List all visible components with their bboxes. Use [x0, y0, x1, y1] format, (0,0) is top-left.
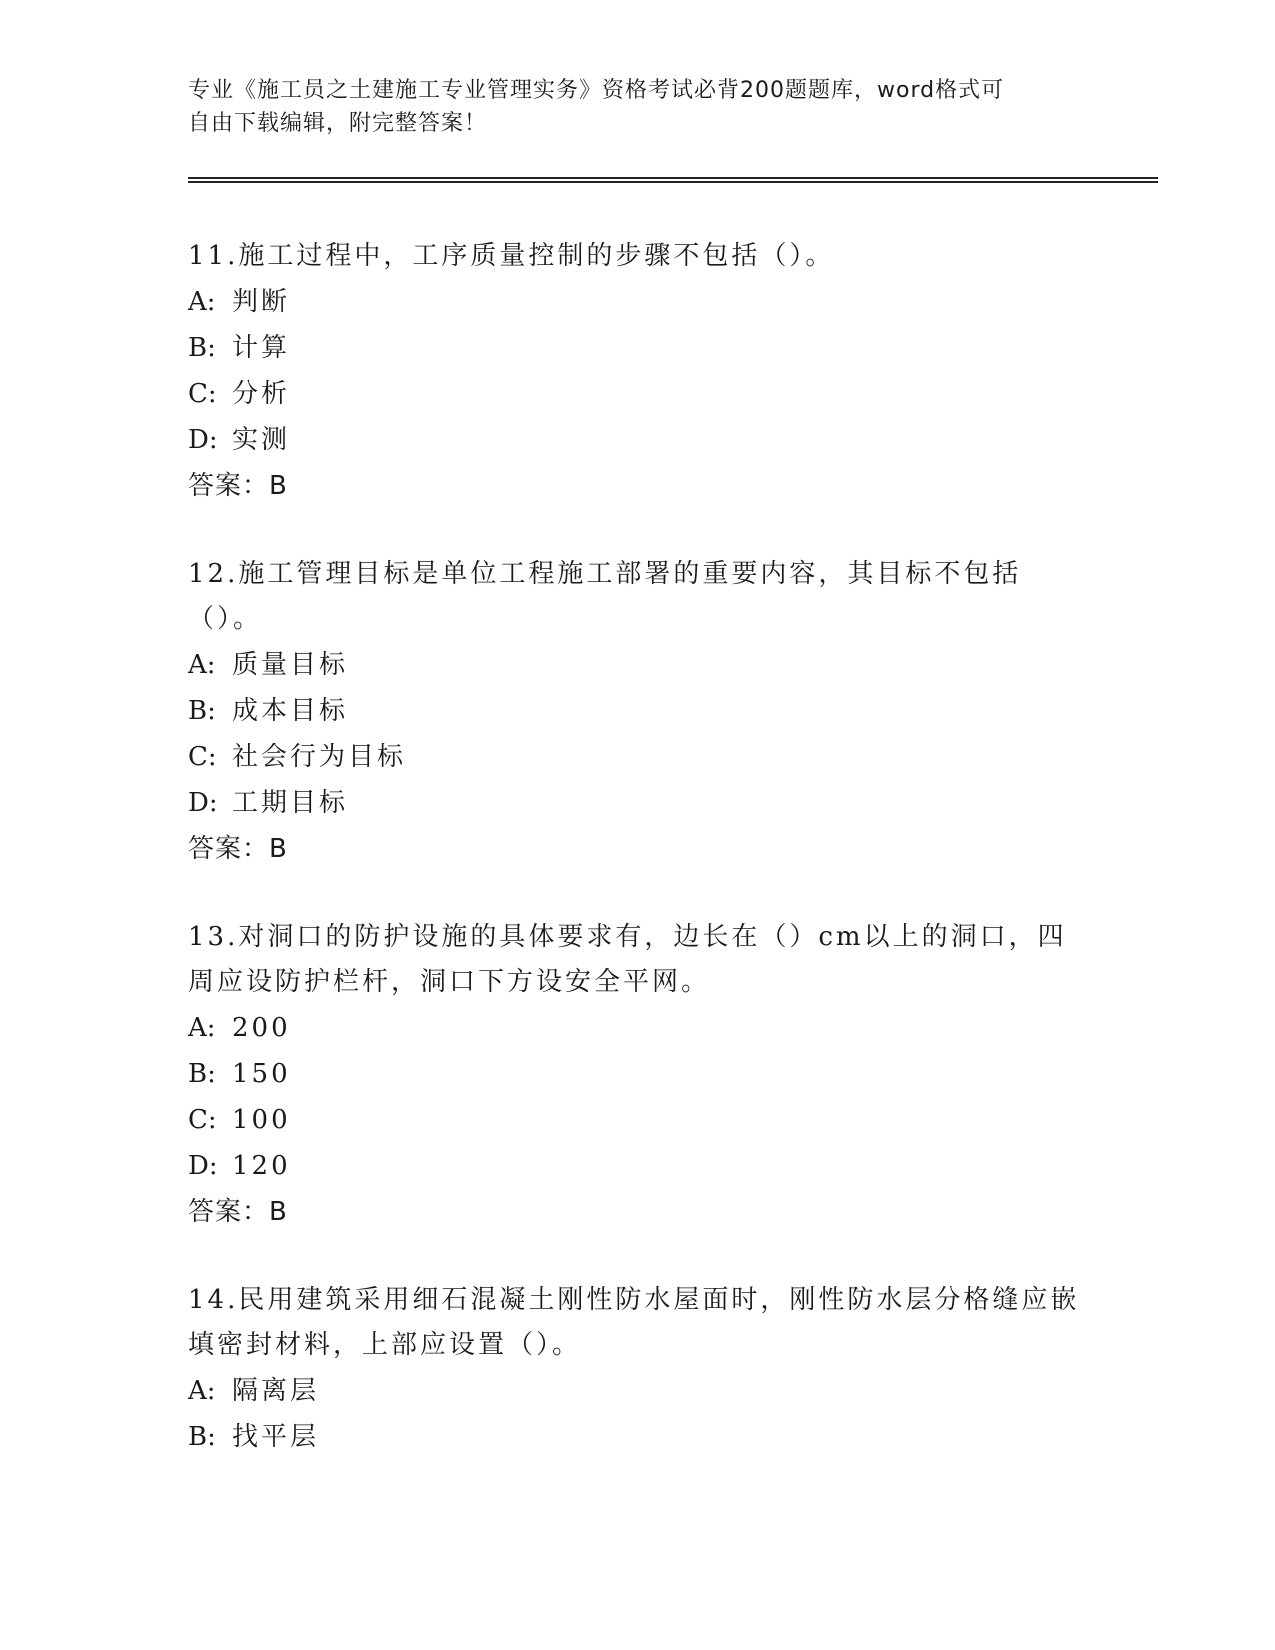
option-key: A: — [188, 1013, 216, 1043]
option-value: 质量目标 — [232, 650, 349, 680]
option-b — [188, 688, 1088, 734]
answer-line: 答案：B — [188, 1197, 288, 1227]
question-list — [188, 234, 1088, 1503]
option-a — [188, 1005, 1088, 1051]
option-value: 200 — [232, 1013, 291, 1043]
option-d — [188, 1143, 1088, 1189]
option-value: 实测 — [232, 425, 291, 455]
option-key: A: — [188, 650, 216, 680]
option-key: B: — [188, 696, 216, 726]
option-key: C: — [188, 379, 217, 409]
option-key: D: — [188, 425, 218, 455]
question-13 — [188, 915, 1088, 1235]
option-a — [188, 642, 1088, 688]
question-text: 14.民用建筑采用细石混凝土刚性防水屋面时，刚性防水层分格缝应嵌填密封材料，上部应设置（）。 — [188, 1285, 1080, 1360]
option-value: 分析 — [232, 379, 291, 409]
option-value: 计算 — [232, 333, 291, 363]
option-key: B: — [188, 1422, 216, 1452]
question-text: 12.施工管理目标是单位工程施工部署的重要内容，其目标不包括（）。 — [188, 559, 1022, 634]
option-b — [188, 1414, 1088, 1460]
question-14 — [188, 1278, 1088, 1460]
option-value: 判断 — [232, 287, 291, 317]
option-value: 工期目标 — [232, 788, 349, 818]
option-key: A: — [188, 287, 216, 317]
option-key: B: — [188, 1059, 216, 1089]
option-key: C: — [188, 742, 217, 772]
option-a — [188, 1368, 1088, 1414]
option-value: 100 — [232, 1105, 291, 1135]
option-d — [188, 417, 1088, 463]
option-value: 隔离层 — [232, 1376, 320, 1406]
option-key: D: — [188, 1151, 218, 1181]
option-key: C: — [188, 1105, 217, 1135]
option-a — [188, 279, 1088, 325]
question-text: 11.施工过程中，工序质量控制的步骤不包括（）。 — [188, 241, 835, 271]
header-double-rule — [188, 177, 1158, 183]
option-key: D: — [188, 788, 218, 818]
option-value: 150 — [232, 1059, 291, 1089]
question-11 — [188, 234, 1088, 509]
question-text: 13.对洞口的防护设施的具体要求有，边长在（）cm以上的洞口，四周应设防护栏杆，洞口下方设安全平网。 — [188, 922, 1067, 997]
option-key: B: — [188, 333, 216, 363]
document-header — [188, 74, 1068, 140]
answer-line: 答案：B — [188, 471, 288, 501]
option-b — [188, 325, 1088, 371]
question-12 — [188, 552, 1088, 872]
option-value: 找平层 — [232, 1422, 320, 1452]
header-line-1: 专业《施工员之土建施工专业管理实务》资格考试必背200题题库，word格式可 — [188, 78, 1005, 103]
option-value: 120 — [232, 1151, 291, 1181]
option-key: A: — [188, 1376, 216, 1406]
answer-line: 答案：B — [188, 834, 288, 864]
option-c — [188, 371, 1088, 417]
header-line-2: 自由下载编辑，附完整答案！ — [188, 111, 488, 136]
option-d — [188, 780, 1088, 826]
option-b — [188, 1051, 1088, 1097]
option-c — [188, 1097, 1088, 1143]
option-value: 社会行为目标 — [232, 742, 407, 772]
option-c — [188, 734, 1088, 780]
option-value: 成本目标 — [232, 696, 349, 726]
